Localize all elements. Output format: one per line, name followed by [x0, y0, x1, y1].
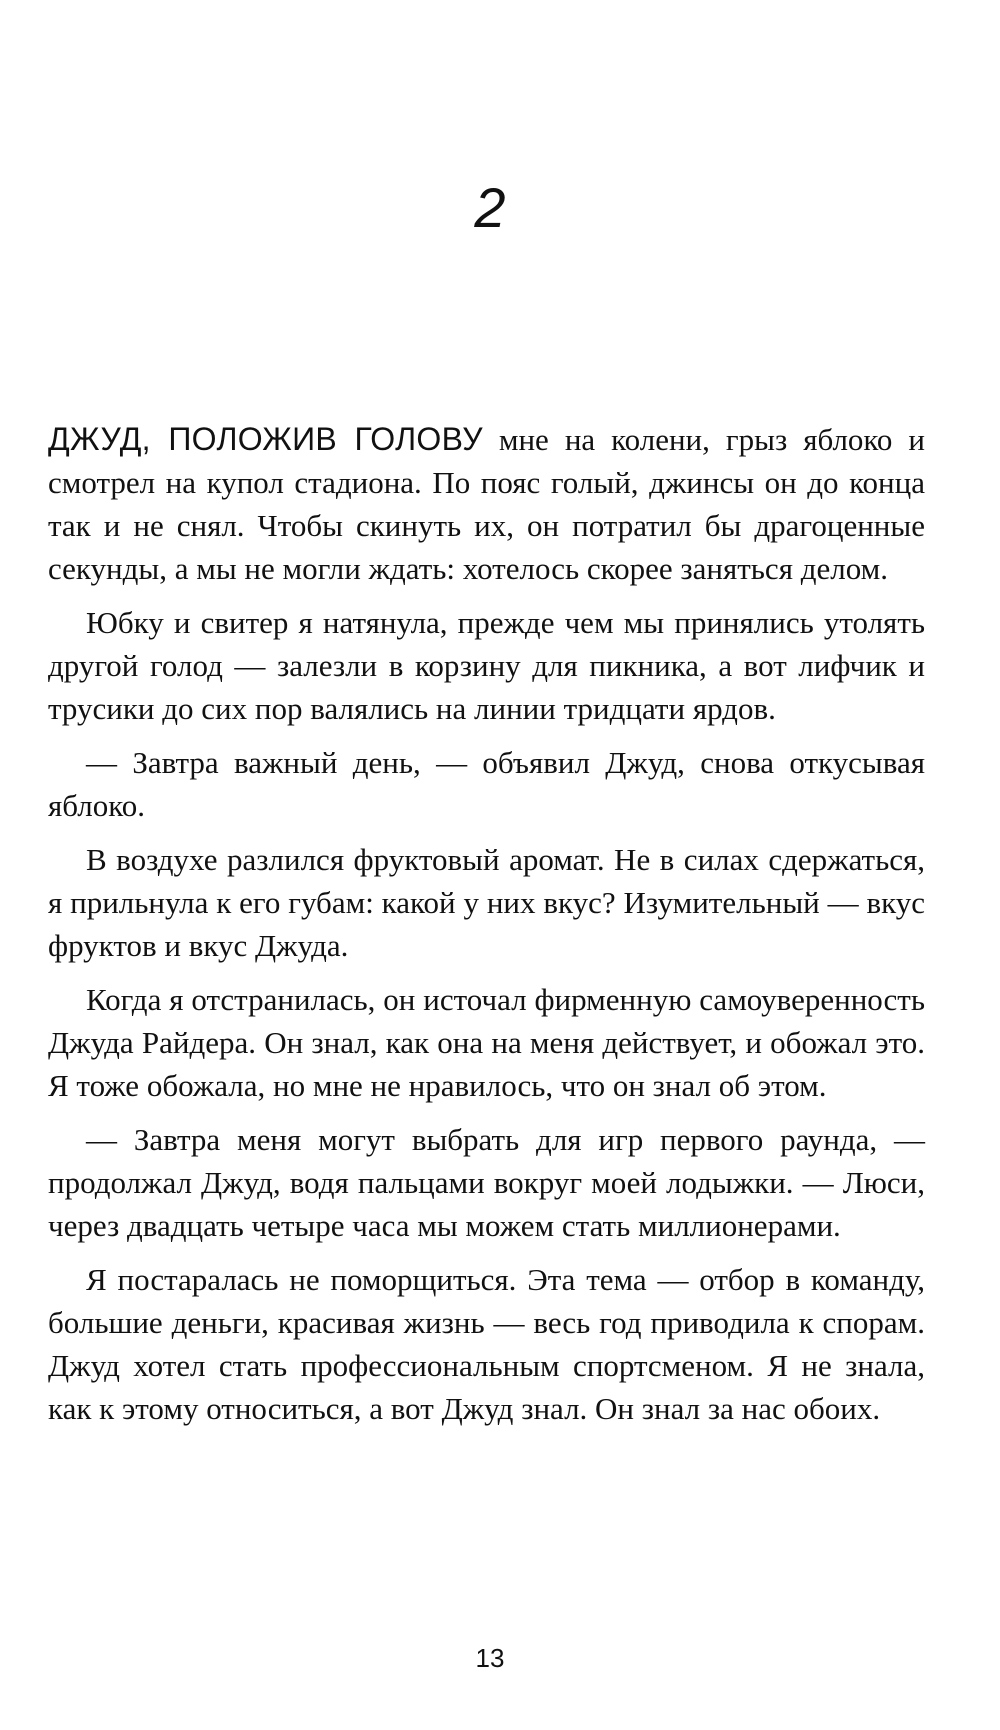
paragraph-5: Когда я отстранилась, он источал фирменную самоуверенность Джуда Райдера. Он знал, как она на меня действует, и обожал это. Я тоже обожала, но мне не нравилось, что он знал об этом. — [48, 982, 925, 1103]
body-text — [48, 418, 925, 1441]
page-number: 13 — [475, 1643, 505, 1673]
paragraph-1 — [48, 418, 925, 590]
paragraph-lead-caps: ДЖУД, ПОЛОЖИВ ГОЛОВУ — [48, 421, 483, 457]
paragraph-7: Я постаралась не поморщиться. Эта тема — отбор в команду, большие деньги, красивая жизнь — весь год приводила к спорам. Джуд хотел стать профессиональным спортсменом. Я не знала, как к этому относиться, а вот Джуд знал. Он знал за нас обоих. — [48, 1262, 925, 1426]
paragraph-text: мне на колени, грыз яблоко и смотрел на купол стадиона. По пояс голый, джинсы он до конца так и не снял. Чтобы скинуть их, он потратил бы драгоценные секунды, а мы не могли ждать: хотелось скорее заняться делом. — [48, 422, 926, 586]
paragraph-3: — Завтра важный день, — объявил Джуд, снова откусывая яблоко. — [48, 745, 925, 823]
chapter-number: 2 — [474, 176, 506, 239]
paragraph-6: — Завтра меня могут выбрать для игр первого раунда, — продолжал Джуд, водя пальцами вокруг моей лодыжки. — Люси, через двадцать четыре часа мы можем стать миллионерами. — [48, 1122, 925, 1243]
paragraph-2: Юбку и свитер я натянула, прежде чем мы принялись утолять другой голод — залезли в корзину для пикника, а вот лифчик и трусики до сих пор валялись на линии тридцати ярдов. — [48, 605, 925, 726]
paragraph-4: В воздухе разлился фруктовый аромат. Не в силах сдержаться, я прильнула к его губам: какой у них вкус? Изумительный — вкус фруктов и вкус Джуда. — [48, 842, 925, 963]
